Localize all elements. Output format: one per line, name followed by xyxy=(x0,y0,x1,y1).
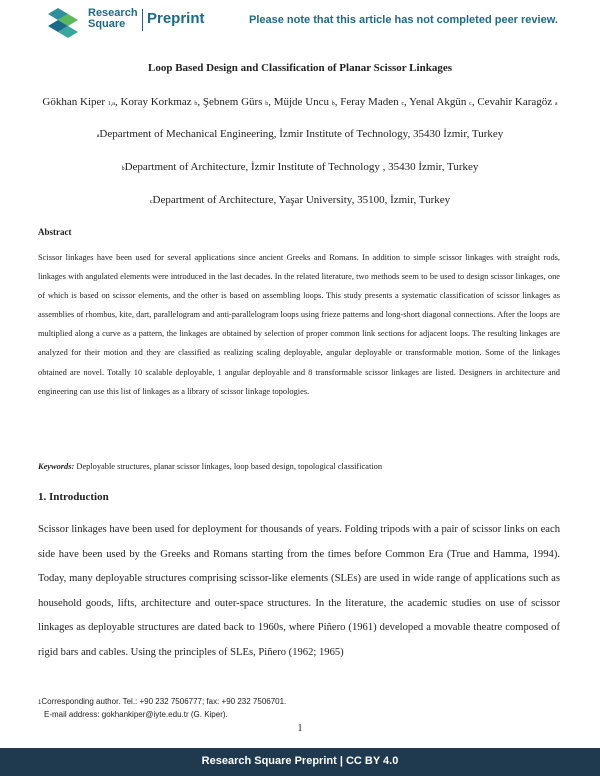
page-number: 1 xyxy=(297,723,303,734)
affiliation-text: Department of Architecture, İzmir Institute of Technology , 35430 İzmir, Turkey xyxy=(124,161,479,173)
author-name: Yenal Akgün xyxy=(409,96,467,108)
keywords xyxy=(38,462,560,471)
author-affil-mark: b xyxy=(331,101,335,107)
preprint-label: Preprint xyxy=(147,10,205,27)
affiliation-b xyxy=(0,161,600,173)
peer-review-notice: Please note that this article has not completed peer review. xyxy=(249,14,558,26)
author-name: Şebnem Gürs xyxy=(202,96,263,108)
footnote-corresponding xyxy=(38,696,286,709)
brand-name xyxy=(88,8,138,30)
brand-line-2: Square xyxy=(88,18,126,30)
affiliation-text: Department of Mechanical Engineering, İzmir Institute of Technology, 35430 İzmir, Turkey xyxy=(99,128,504,140)
brand-line-1: Research xyxy=(88,7,138,19)
brand-divider xyxy=(142,9,143,31)
introduction-text: Scissor linkages have been used for deployment for thousands of years. Folding tripods with a pair of scissor links on each side have been used by the Greeks and Romans starting from the times before Common Era (True and Hamma, 1994). Today, many deployable structures comprising scissor-like elements (SLEs) are used in wide range of applications such as household goods, lifts, architecture and outer-space structures. In the literature, the academic studies on use of scissor linkages as deployable structures are dated back to 1960s, where Piñero (1961) developed a movable theatre composed of rigid bars and cables. Using the principles of SLEs, Piñero (1962; 1965) xyxy=(38,524,560,658)
paper-title: Loop Based Design and Classification of Planar Scissor Linkages xyxy=(148,62,452,74)
footnote xyxy=(38,696,286,721)
author-name: Feray Maden xyxy=(340,96,399,108)
page-footer xyxy=(0,748,600,776)
abstract-heading: Abstract xyxy=(38,227,72,237)
affiliation-a xyxy=(0,128,600,140)
author-name: Gökhan Kiper xyxy=(42,96,106,108)
footnote-contact: Corresponding author. Tel.: +90 232 7506777; fax: +90 232 7506701. xyxy=(41,697,287,706)
author-affil-mark: a xyxy=(554,101,558,107)
affiliation-mark: a xyxy=(96,133,100,139)
author-name: Koray Korkmaz xyxy=(120,96,192,108)
affiliation-mark: c xyxy=(149,199,153,205)
author-affil-mark: c xyxy=(401,101,405,107)
author-name: Müjde Uncu xyxy=(273,96,330,108)
affiliation-mark: b xyxy=(121,166,125,172)
footnote-email: E-mail address: gokhankiper@iyte.edu.tr (G. Kiper). xyxy=(44,710,228,719)
author-affil-mark: b xyxy=(265,101,269,107)
section-heading-introduction: 1. Introduction xyxy=(38,491,109,503)
affiliation-c xyxy=(0,194,600,206)
affiliation-text: Department of Architecture, Yaşar University, 35100, İzmir, Turkey xyxy=(152,194,451,206)
author-affil-mark: 1,a xyxy=(107,101,115,107)
footer-license-text: Research Square Preprint | CC BY 4.0 xyxy=(201,755,399,767)
page-header xyxy=(0,0,600,42)
author-list: Gökhan Kiper 1,a, Koray Korkmaz b, Şebnem Gürs b, Müjde Uncu b, Feray Maden c, Yenal Akgün c, Cevahir Karagöz a xyxy=(42,96,558,108)
author-name: Cevahir Karagöz xyxy=(477,96,553,108)
footnote-mark: 1 xyxy=(38,700,42,706)
abstract-text: Scissor linkages have been used for several applications since ancient Greeks and Romans. In addition to simple scissor linkages with straight rods, linkages with angulated elements were introduced in the last decades. In the related literature, two methods seem to be used to design scissor linkages, one of which is based on scissor elements, and the other is based on assembling loops. This study presents a systematic classification of scissor linkages as assemblies of rhombus, kite, dart, parallelogram and anti-parallelogram loops using frieze patterns and long-short diagonal connections. After the loops are multiplied along a curve as a pattern, the linkages are obtained by selection of proper common link sections for adjacent loops. The resulting linkages are analyzed for their motion and they are classified as realizing scaling deployable, angular deployable or transformable motion. Some of the linkages obtained are novel. Totally 10 scalable deployable, 1 angular deployable and 8 transformable scissor linkages are listed. Designers in architecture and engineering can use this list of linkages as a library of scissor linkage topologies. xyxy=(38,253,560,396)
keywords-label: Keywords: xyxy=(38,462,75,471)
research-square-logo-icon xyxy=(46,8,80,38)
keywords-text: Deployable structures, planar scissor linkages, loop based design, topological classification xyxy=(76,462,383,471)
author-affil-mark: b xyxy=(194,101,198,107)
author-affil-mark: c xyxy=(469,101,472,107)
